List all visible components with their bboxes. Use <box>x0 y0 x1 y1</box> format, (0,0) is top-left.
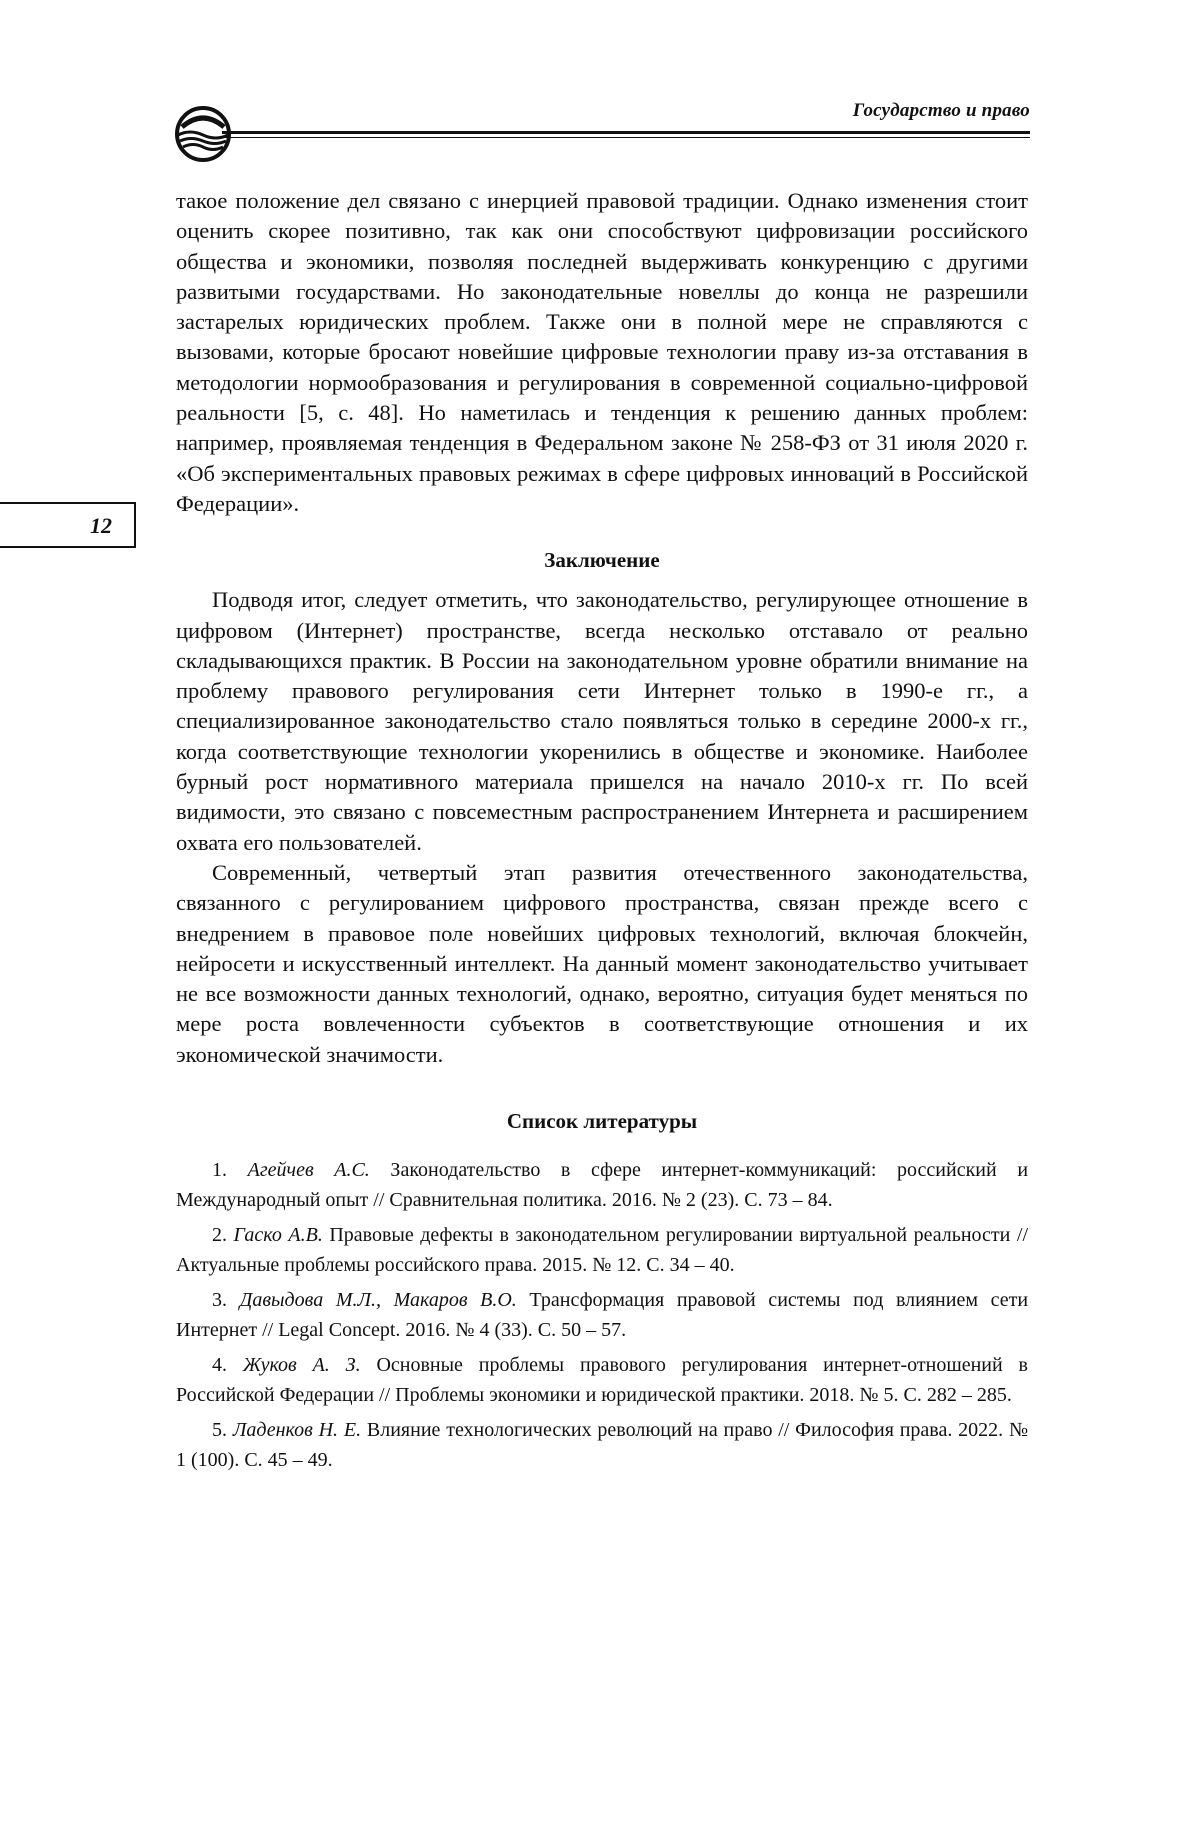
reference-text: Влияние технологических революций на право // Философия права. 2022. № 1 (100). С. 45 – 49. <box>176 1419 1029 1471</box>
conclusion-paragraph: Современный, четвертый этап развития отечественного законодательства, связанного с регулированием цифрового пространства, связан прежде всего с внедрением в правовое поле новейших цифровых технологий, включая блокчейн, нейросети и искусственный интеллект. На данный момент законодательство учитывает не все возможности данных технологий, однако, вероятно, ситуация будет меняться по мере роста вовлеченности субъектов в соответствующие отношения и их экономической значимости. <box>176 859 1028 1067</box>
reference-number: 1. <box>212 1159 227 1182</box>
reference-author: Гаско А.В. <box>233 1224 323 1247</box>
reference-item <box>176 1286 1028 1345</box>
reference-text: Трансформация правовой системы под влиянием сети Интернет // Legal Concept. 2016. № 4 (33). С. 50 – 57. <box>176 1289 1029 1341</box>
reference-number: 2. <box>212 1224 227 1247</box>
reference-number: 3. <box>212 1289 227 1312</box>
header-rule-thin <box>222 137 1030 138</box>
conclusion-paragraph: Подводя итог, следует отметить, что законодательство, регулирующее отношение в цифровом (Интернет) пространстве, всегда несколько отставало от реально складывающихся практик. В России на законодательном уровне обратили внимание на проблему правового регулирования сети Интернет только в 1990-е гг., а специализированное законодательство стало появляться только в середине 2000-х гг., когда соответствующие технологии укоренились в обществе и экономике. Наиболее бурный рост нормативного материала пришелся на начало 2010-х гг. По всей видимости, это связано с повсеместным распространением Интернета и расширением охвата его пользователей. <box>176 587 1028 855</box>
reference-author: Ладенков Н. Е. <box>232 1419 362 1442</box>
body-paragraph: такое положение дел связано с инерцией правовой традиции. Однако изменения стоит оценить скорее позитивно, так как они способствуют цифровизации российского общества и экономики, позволяя последней выдерживать конкуренцию с другими развитыми государствами. Но законодательные новеллы до конца не разрешили застарелых юридических проблем. Также они в полной мере не справляются с вызовами, которые бросают новейшие цифровые технологии праву из-за отставания в методологии нормообразования и регулирования в современной социально-цифровой реальности [5, с. 48]. Но наметилась и тенденция к решению данных проблем: например, проявляемая тенденция в Федеральном законе № 258-ФЗ от 31 июля 2020 г. «Об экспериментальных правовых режимах в сфере цифровых инноваций в Российской Федерации». <box>176 188 1028 516</box>
reference-item <box>176 1221 1028 1280</box>
page-number: 12 <box>90 513 112 538</box>
reference-author: Жуков А. З. <box>242 1354 361 1377</box>
reference-item <box>176 1156 1028 1215</box>
reference-text: Законодательство в сфере интернет-коммуникаций: российский и Международный опыт // Сравнительная политика. 2016. № 2 (23). С. 73 – 84. <box>176 1159 1029 1211</box>
article-body <box>176 186 1028 1475</box>
references-title: Список литературы <box>506 1109 698 1134</box>
header-rule-thick <box>222 131 1030 134</box>
reference-number: 4. <box>212 1354 227 1377</box>
conclusion-title: Заключение <box>544 548 660 573</box>
journal-logo-icon <box>174 105 232 163</box>
reference-item <box>176 1351 1028 1410</box>
reference-author: Агейчев А.С. <box>247 1159 370 1182</box>
page-number-box <box>0 502 136 548</box>
reference-item <box>176 1416 1028 1475</box>
reference-author: Давыдова М.Л., Макаров В.О. <box>239 1289 517 1312</box>
reference-number: 5. <box>212 1419 227 1442</box>
reference-text: Правовые дефекты в законодательном регулировании виртуальной реальности // Актуальные проблемы российского права. 2015. № 12. С. 34 – 40. <box>176 1224 1028 1276</box>
reference-text: Основные проблемы правового регулирования интернет-отношений в Российской Федерации // Проблемы экономики и юридической практики. 2018. № 5. С. 282 – 285. <box>176 1354 1029 1406</box>
journal-title: Государство и право <box>852 100 1030 121</box>
